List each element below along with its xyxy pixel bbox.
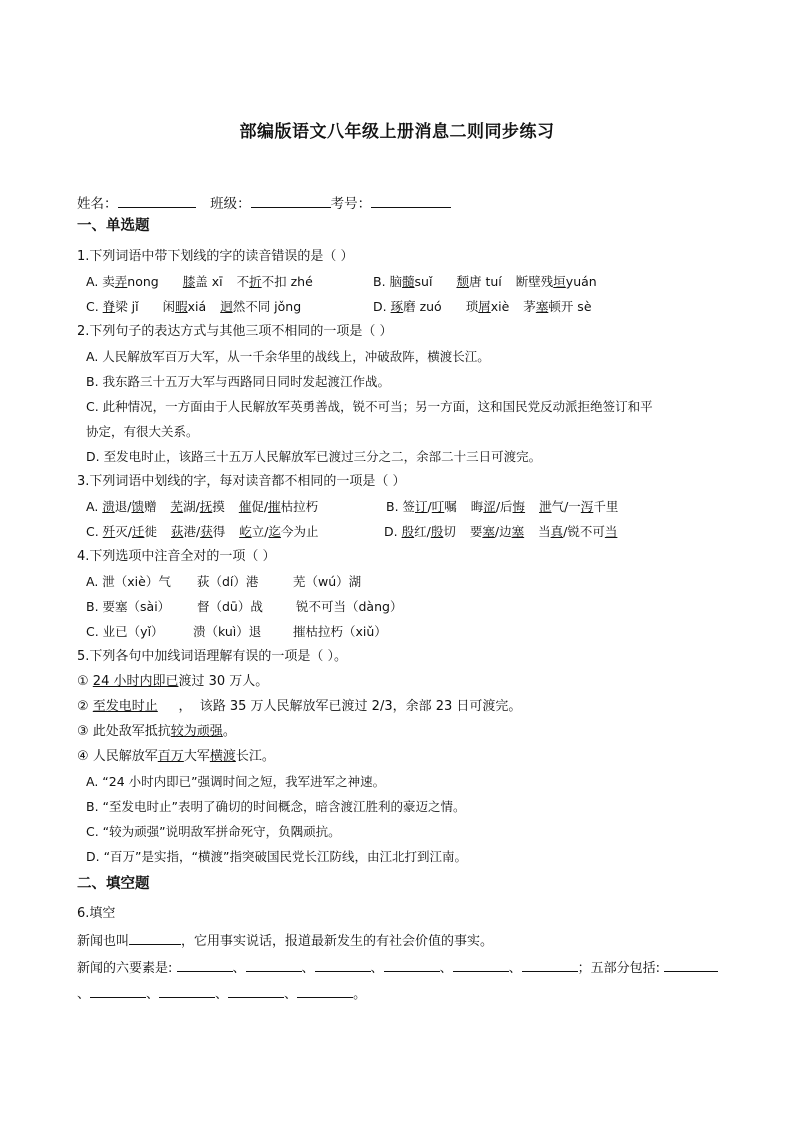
q5-option-a: A. “24 小时内即已”强调时间之短，我军进军之神速。	[86, 774, 386, 789]
id-blank[interactable]	[371, 193, 451, 208]
q4-option-a-1: A. 泄（xiè）气	[86, 574, 171, 589]
q1-option-b: B. 脑髓suǐ 颓唐 tuí 断壁残垣yuán	[373, 274, 597, 289]
q5-sentence-3: ③ 此处敌军抵抗较为顽强。	[77, 724, 236, 739]
q6-blank-element-2[interactable]	[246, 957, 302, 972]
q6-blank-element-1[interactable]	[177, 957, 233, 972]
q6-line-1: 新闻也叫 ，它用事实说话，报道最新发生的有社会价值的事实。	[77, 930, 493, 951]
question-6-label: 6.填空	[77, 906, 116, 921]
q6-blank-element-4[interactable]	[384, 957, 440, 972]
q6-blank-part-4[interactable]	[228, 983, 284, 998]
page-title: 部编版语文八年级上册消息二则同步练习	[239, 122, 555, 142]
q2-option-d: D. 至发电时止，该路三十五万人民解放军已渡过三分之二，余部二十三日可渡完。	[86, 449, 542, 464]
q2-option-b: B. 我东路三十五万大军与西路同日同时发起渡江作战。	[86, 374, 391, 389]
q4-option-c-2: 溃（kuì）退	[193, 624, 262, 639]
q6-blank-part-3[interactable]	[159, 983, 215, 998]
q6-blank-alias[interactable]	[129, 930, 181, 945]
q3-option-a: A. 溃退/馈赠 芜湖/抚摸 催促/摧枯拉朽	[86, 499, 319, 514]
q1-option-c: C. 脊梁 jǐ 闲暇xiá 迥然不同 jǒng	[86, 299, 302, 314]
q4-option-c-3: 摧枯拉朽（xiǔ）	[293, 624, 387, 639]
q5-option-d: D. “百万”是实指，“横渡”指突破国民党长江防线，由江北打到江南。	[86, 849, 467, 864]
name-label: 姓名：	[77, 196, 118, 212]
q4-option-c-1: C. 业已（yǐ）	[86, 624, 164, 639]
section-heading-single-choice: 一、单选题	[77, 218, 150, 234]
q5-sentence-1: ① 24 小时内即已渡过 30 万人。	[77, 674, 269, 689]
q5-option-b: B. “至发电时止”表明了确切的时间概念，暗含渡江胜利的豪迈之情。	[86, 799, 466, 814]
q4-option-a-2: 荻（dí）港	[197, 574, 259, 589]
q6-line-3: 、 、 、 、 。	[77, 983, 366, 1004]
q6-blank-part-2[interactable]	[90, 983, 146, 998]
class-label: 班级：	[210, 196, 251, 212]
q3-option-c: C. 歼灭/迁徙 荻港/获得 屹立/迄今为止	[86, 524, 319, 539]
question-1-stem: 1.下列词语中带下划线的字的读音错误的是（ ）	[77, 249, 354, 264]
q6-blank-part-1[interactable]	[664, 957, 718, 972]
q6-blank-element-3[interactable]	[315, 957, 371, 972]
q6-blank-element-6[interactable]	[522, 957, 578, 972]
section-heading-fill-blank: 二、填空题	[77, 876, 150, 892]
q4-option-b-3: 锐不可当（dàng）	[296, 599, 403, 614]
q2-option-a: A. 人民解放军百万大军，从一千余华里的战线上，冲破敌阵，横渡长江。	[86, 349, 490, 364]
q5-sentence-4: ④ 人民解放军百万大军横渡长江。	[77, 749, 275, 764]
q4-option-b-1: B. 要塞（sài）	[86, 599, 171, 614]
name-blank[interactable]	[118, 193, 196, 208]
q1-option-d: D. 琢磨 zuó 琐屑xiè 茅塞顿开 sè	[373, 299, 592, 314]
q6-line-2: 新闻的六要素是: 、 、 、 、 、 ；五部分包括:	[77, 957, 718, 978]
q5-sentence-2: ② 至发电时止 ， 该路 35 万人民解放军已渡过 2/3，余部 23 日可渡完。	[77, 699, 522, 714]
q3-option-d: D. 殷红/殷切 要塞/边塞 当真/锐不可当	[384, 524, 618, 539]
q6-blank-part-5[interactable]	[297, 983, 353, 998]
question-2-stem: 2.下列句子的表达方式与其他三项不相同的一项是（ ）	[77, 324, 393, 339]
q4-option-a-3: 芜（wú）湖	[293, 574, 362, 589]
q3-option-b: B. 签订/叮嘱 晦涩/后悔 泄气/一泻千里	[386, 499, 619, 514]
question-3-stem: 3.下列词语中划线的字，每对读音都不相同的一项是（ ）	[77, 474, 406, 489]
student-info-line	[77, 192, 451, 212]
q2-option-c-line1: C. 此种情况，一方面由于人民解放军英勇善战，锐不可当；另一方面，这和国民党反动派拒绝签订和平	[86, 399, 653, 414]
question-5-stem: 5.下列各句中加线词语理解有误的一项是（ ）。	[77, 649, 348, 664]
q2-option-c-line2: 协定，有很大关系。	[86, 424, 199, 439]
q1-option-a: A. 卖弄nong 膝盖 xī 不折不扣 zhé	[86, 274, 313, 289]
q6-blank-element-5[interactable]	[453, 957, 509, 972]
class-blank[interactable]	[251, 193, 331, 208]
question-4-stem: 4.下列选项中注音全对的一项（ ）	[77, 549, 276, 564]
q5-option-c: C. “较为顽强”说明敌军拼命死守，负隅顽抗。	[86, 824, 341, 839]
id-label: 考号：	[330, 196, 372, 212]
q4-option-b-2: 督（dū）战	[197, 599, 263, 614]
